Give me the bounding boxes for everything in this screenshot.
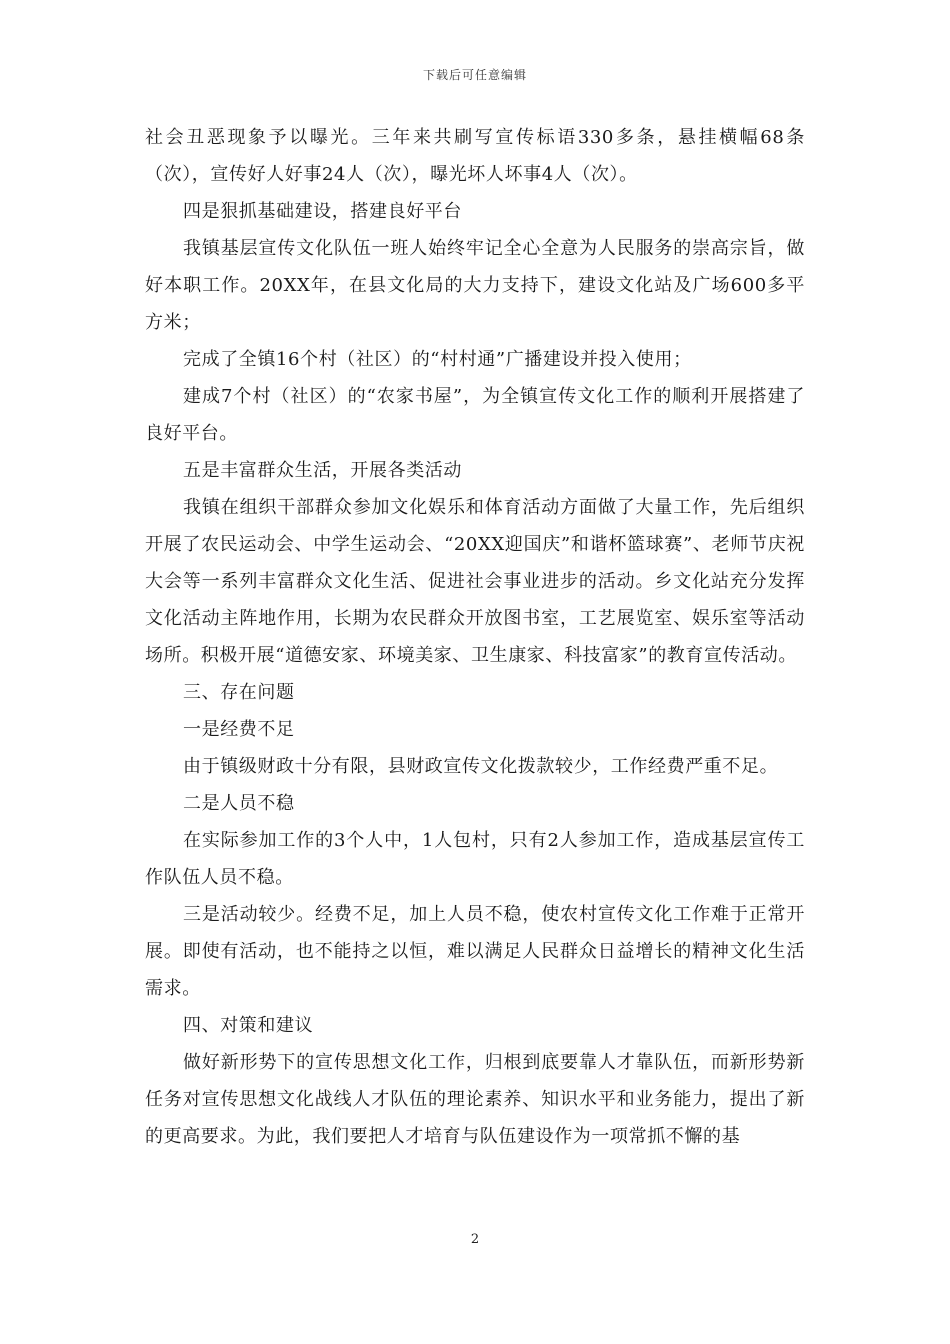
- paragraph: 三是活动较少。经费不足，加上人员不稳，使农村宣传文化工作难于正常开展。即使有活动，也不能持之以恒，难以满足人民群众日益增长的精神文化生活需求。: [145, 904, 805, 999]
- paragraph: 在实际参加工作的3个人中，1人包村，只有2人参加工作，造成基层宣传工作队伍人员不稳。: [145, 830, 805, 888]
- section-heading: 四、对策和建议: [183, 1015, 314, 1036]
- section-heading: 三、存在问题: [183, 682, 295, 703]
- paragraph: 社会丑恶现象予以曝光。三年来共刷写宣传标语330多条，悬挂横幅68条（次），宣传好人好事24人（次），曝光坏人坏事4人（次）。: [145, 127, 805, 185]
- paragraph: 由于镇级财政十分有限，县财政宣传文化拨款较少，工作经费严重不足。: [183, 756, 779, 777]
- page-number: 2: [470, 1232, 480, 1247]
- paragraph: 完成了全镇16个村（社区）的“村村通”广播建设并投入使用；: [183, 349, 692, 370]
- paragraph: 做好新形势下的宣传思想文化工作，归根到底要靠人才靠队伍，而新形势新任务对宣传思想文化战线人才队伍的理论素养、知识水平和业务能力，提出了新的更高要求。为此，我们要把人才培育与队伍建设作为一项常抓不懈的基: [145, 1052, 805, 1147]
- paragraph: 我镇在组织干部群众参加文化娱乐和体育活动方面做了大量工作，先后组织开展了农民运动会、中学生运动会、“20XX迎国庆”和谐杯篮球赛”、老师节庆祝大会等一系列丰富群众文化生活、促进社会事业进步的活动。乡文化站充分发挥文化活动主阵地作用，长期为农民群众开放图书室，工艺展览室、娱乐室等活动场所。积极开展“道德安家、环境美家、卫生康家、科技富家”的教育宣传活动。: [145, 497, 805, 666]
- document-body: [145, 119, 805, 1155]
- section-heading: 一是经费不足: [183, 719, 295, 740]
- page-header: 下载后可任意编辑: [422, 68, 527, 82]
- paragraph: 我镇基层宣传文化队伍一班人始终牢记全心全意为人民服务的崇高宗旨，做好本职工作。20XX年，在县文化局的大力支持下，建设文化站及广场600多平方米；: [145, 238, 805, 333]
- paragraph: 建成7个村（社区）的“农家书屋”，为全镇宣传文化工作的顺利开展搭建了良好平台。: [145, 386, 805, 444]
- section-heading: 五是丰富群众生活，开展各类活动: [183, 460, 462, 481]
- section-heading: 四是狠抓基础建设，搭建良好平台: [183, 201, 462, 222]
- section-heading: 二是人员不稳: [183, 793, 295, 814]
